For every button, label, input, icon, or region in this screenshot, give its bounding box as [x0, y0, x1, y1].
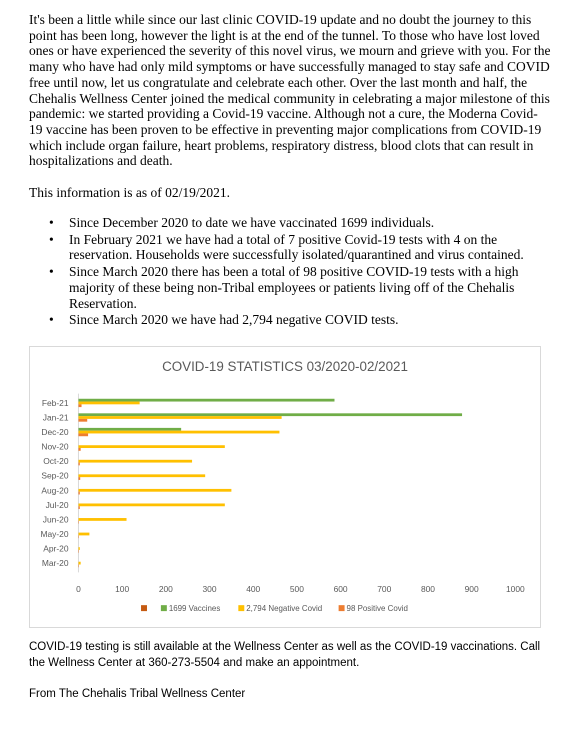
- bar-negative: [78, 416, 281, 419]
- bar-negative: [78, 431, 279, 434]
- y-tick-label: Nov-20: [41, 441, 69, 452]
- bullet-item: [29, 215, 551, 231]
- legend-marker-icon: [141, 605, 147, 611]
- y-tick-label: May-20: [40, 528, 69, 539]
- bullet-text: Since March 2020 we have had 2,794 negative COVID tests.: [69, 312, 399, 328]
- x-tick-label: 0: [76, 584, 81, 595]
- legend-label: 98 Positive Covid: [346, 604, 408, 614]
- bar-negative: [78, 460, 192, 463]
- x-tick-label: 600: [333, 584, 348, 595]
- y-tick-label: Mar-20: [41, 558, 69, 569]
- intro-paragraph: It's been a little while since our last clinic COVID-19 update and no doubt the journey to this point has been long, however the light is at the end of the tunnel. To those who have lost loved ones or have experienced the severity of this novel virus, we mourn and grieve with you. For the many who have had only mild symptoms or have successfully managed to stay safe and COVID free until now, let us congratulate and celebrate each other. Over the last month and half, the Chehalis Wellness Center joined the medical community in celebrating a major milestone of this pandemic: we started providing a Covid-19 vaccine. Although not a cure, the Moderna Covid-19 vaccine has been proven to be effective in preventing major complications from COVID-19 which include organ failure, heart problems, respiratory distress, blood clots that can result in hospitalizations and death.: [29, 12, 551, 169]
- chart-legend: [141, 604, 408, 613]
- bullet-icon: •: [49, 215, 54, 230]
- bar-negative: [78, 445, 224, 448]
- bullet-item: [29, 264, 551, 311]
- bar-positive: [78, 506, 79, 509]
- legend-swatch: [238, 605, 244, 611]
- bullet-icon: •: [49, 264, 54, 280]
- bullet-icon: •: [49, 231, 54, 247]
- bar-positive: [78, 404, 81, 407]
- bullet-text: In February 2021 we have had a total of 7 positive Covid-19 tests with 4 on the reservation. Households were successfully isolated/quarantined and virus contained.: [69, 231, 524, 263]
- x-tick-label: 500: [289, 584, 304, 595]
- x-tick-label: 900: [464, 584, 479, 595]
- bar-vaccines: [78, 399, 334, 402]
- x-tick-label: 400: [246, 584, 261, 595]
- legend-swatch: [161, 605, 167, 611]
- bar-negative: [78, 489, 231, 492]
- y-tick-label: Jun-20: [42, 514, 69, 525]
- y-tick-label: Jan-21: [42, 412, 69, 423]
- bar-negative: [78, 503, 224, 506]
- bar-negative: [78, 533, 89, 536]
- as-of-date: This information is as of 02/19/2021.: [29, 185, 230, 200]
- footer-text: COVID-19 testing is still available at the Wellness Center as well as the COVID-19 vaccinations. Call the Wellness Center at 360-273-5504 and make an appointment.: [29, 641, 541, 669]
- y-tick-label: Sep-20: [41, 470, 69, 481]
- bar-positive: [78, 463, 79, 466]
- bullet-text: Since December 2020 to date we have vaccinated 1699 individuals.: [69, 215, 435, 230]
- x-tick-label: 800: [420, 584, 436, 595]
- bullet-icon: •: [49, 312, 54, 328]
- bullet-item: [29, 312, 551, 328]
- signature: From The Chehalis Tribal Wellness Center: [29, 688, 246, 700]
- bar-positive: [78, 448, 80, 451]
- x-tick-label: 100: [115, 584, 130, 595]
- y-tick-label: Dec-20: [41, 427, 69, 438]
- y-tick-label: Apr-20: [43, 543, 69, 554]
- bullet-text: Since March 2020 there has been a total of 98 positive COVID-19 tests with a high majority of these being non-Tribal employees or patients living off of the Chehalis Reservation.: [69, 264, 519, 311]
- chart-title: COVID-19 STATISTICS 03/2020-02/2021: [162, 358, 408, 374]
- y-tick-label: Aug-20: [41, 485, 69, 496]
- bar-positive: [78, 419, 87, 422]
- bar-positive: [78, 492, 79, 495]
- bar-vaccines: [78, 428, 181, 431]
- bar-positive: [78, 433, 88, 436]
- y-tick-label: Oct-20: [43, 456, 69, 467]
- legend-swatch: [339, 605, 345, 611]
- stats-bullet-list: [29, 215, 551, 329]
- bullet-item: [29, 232, 551, 263]
- legend-label: 2,794 Negative Covid: [246, 604, 323, 614]
- y-tick-label: Jul-20: [45, 499, 69, 510]
- x-tick-label: 1000: [505, 584, 525, 595]
- bar-positive: [78, 477, 80, 480]
- x-tick-label: 700: [377, 584, 392, 595]
- x-tick-label: 200: [158, 584, 173, 595]
- y-tick-label: Feb-21: [41, 397, 69, 408]
- bar-vaccines: [78, 413, 462, 416]
- x-tick-label: 300: [202, 584, 217, 595]
- legend-label: 1699 Vaccines: [168, 604, 221, 614]
- bar-negative: [78, 547, 79, 550]
- covid-statistics-chart: [29, 346, 541, 628]
- bar-negative: [78, 562, 80, 565]
- bar-negative: [78, 474, 205, 477]
- bar-negative: [78, 518, 126, 521]
- bar-negative: [78, 402, 139, 405]
- chart-plot-area: [40, 394, 525, 595]
